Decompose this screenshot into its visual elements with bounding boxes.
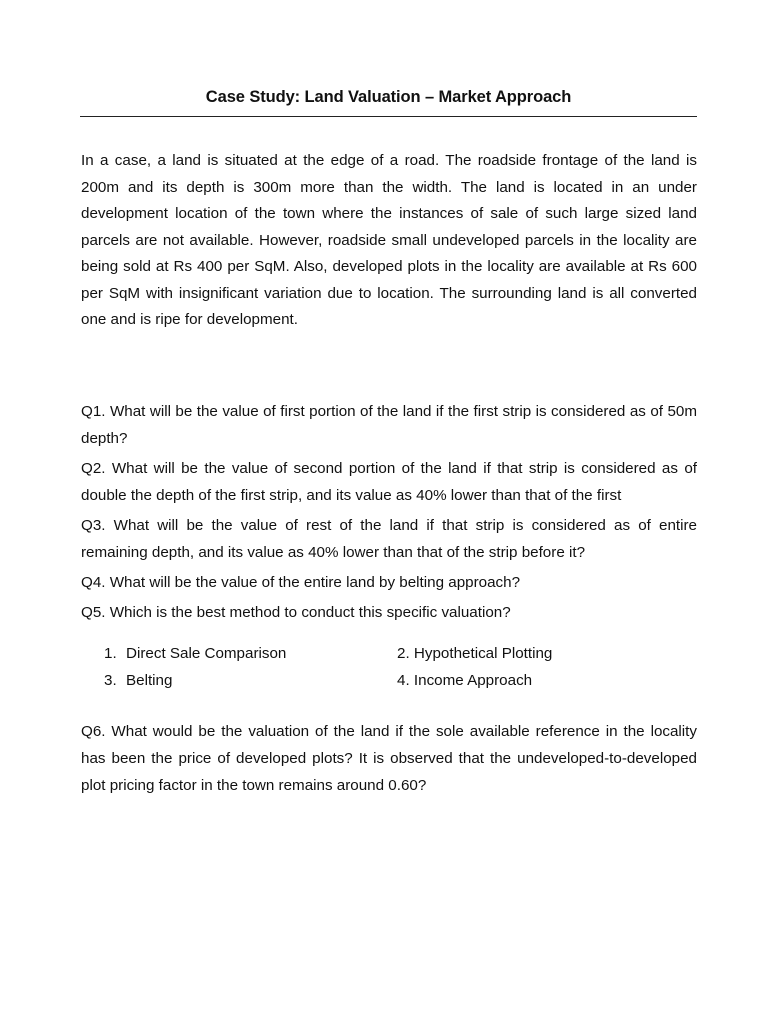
question-3: Q3. What will be the value of rest of the land if that strip is considered as of entire remaining depth, and its value as 40% lower than that of the strip before it?: [81, 517, 697, 561]
option-hypothetical-plotting: [397, 643, 552, 665]
question-5: Q5. Which is the best method to conduct this specific valuation?: [81, 604, 511, 621]
title-underline: [80, 116, 697, 117]
option-label: Direct Sale Comparison: [126, 645, 287, 662]
document-title: Case Study: Land Valuation – Market Approach: [205, 88, 572, 106]
option-label: Income Approach: [413, 672, 533, 689]
option-belting: [104, 670, 172, 692]
option-number: 4.: [397, 672, 410, 689]
option-number: 2.: [397, 645, 410, 662]
option-number: 3.: [104, 672, 117, 689]
option-income-approach: [397, 670, 532, 692]
option-direct-sale-comparison: [104, 643, 286, 665]
question-2: Q2. What will be the value of second portion of the land if that strip is considered as of double the depth of the first strip, and its value as 40% lower than that of the first: [81, 460, 697, 504]
option-number: 1.: [104, 645, 117, 662]
option-label: Hypothetical Plotting: [413, 645, 553, 662]
case-description: In a case, a land is situated at the edge of a road. The roadside frontage of the land is 200m and its depth is 300m more than the width. The land is located in an under development location of the town where the instances of sale of such large sized land parcels are not available. However, roadside small undeveloped parcels in the locality are being sold at Rs 400 per SqM. Also, developed plots in the locality are available at Rs 600 per SqM with insignificant variation due to location. The surrounding land is all converted one and is ripe for development.: [81, 152, 697, 328]
question-4: Q4. What will be the value of the entire land by belting approach?: [81, 574, 521, 591]
option-label: Belting: [126, 672, 173, 689]
question-1: Q1. What will be the value of first portion of the land if the first strip is considered as of 50m depth?: [81, 403, 697, 447]
question-6: Q6. What would be the valuation of the land if the sole available reference in the locality has been the price of developed plots? It is observed that the undeveloped-to-developed plot pricing factor in the town remains around 0.60?: [81, 723, 697, 794]
